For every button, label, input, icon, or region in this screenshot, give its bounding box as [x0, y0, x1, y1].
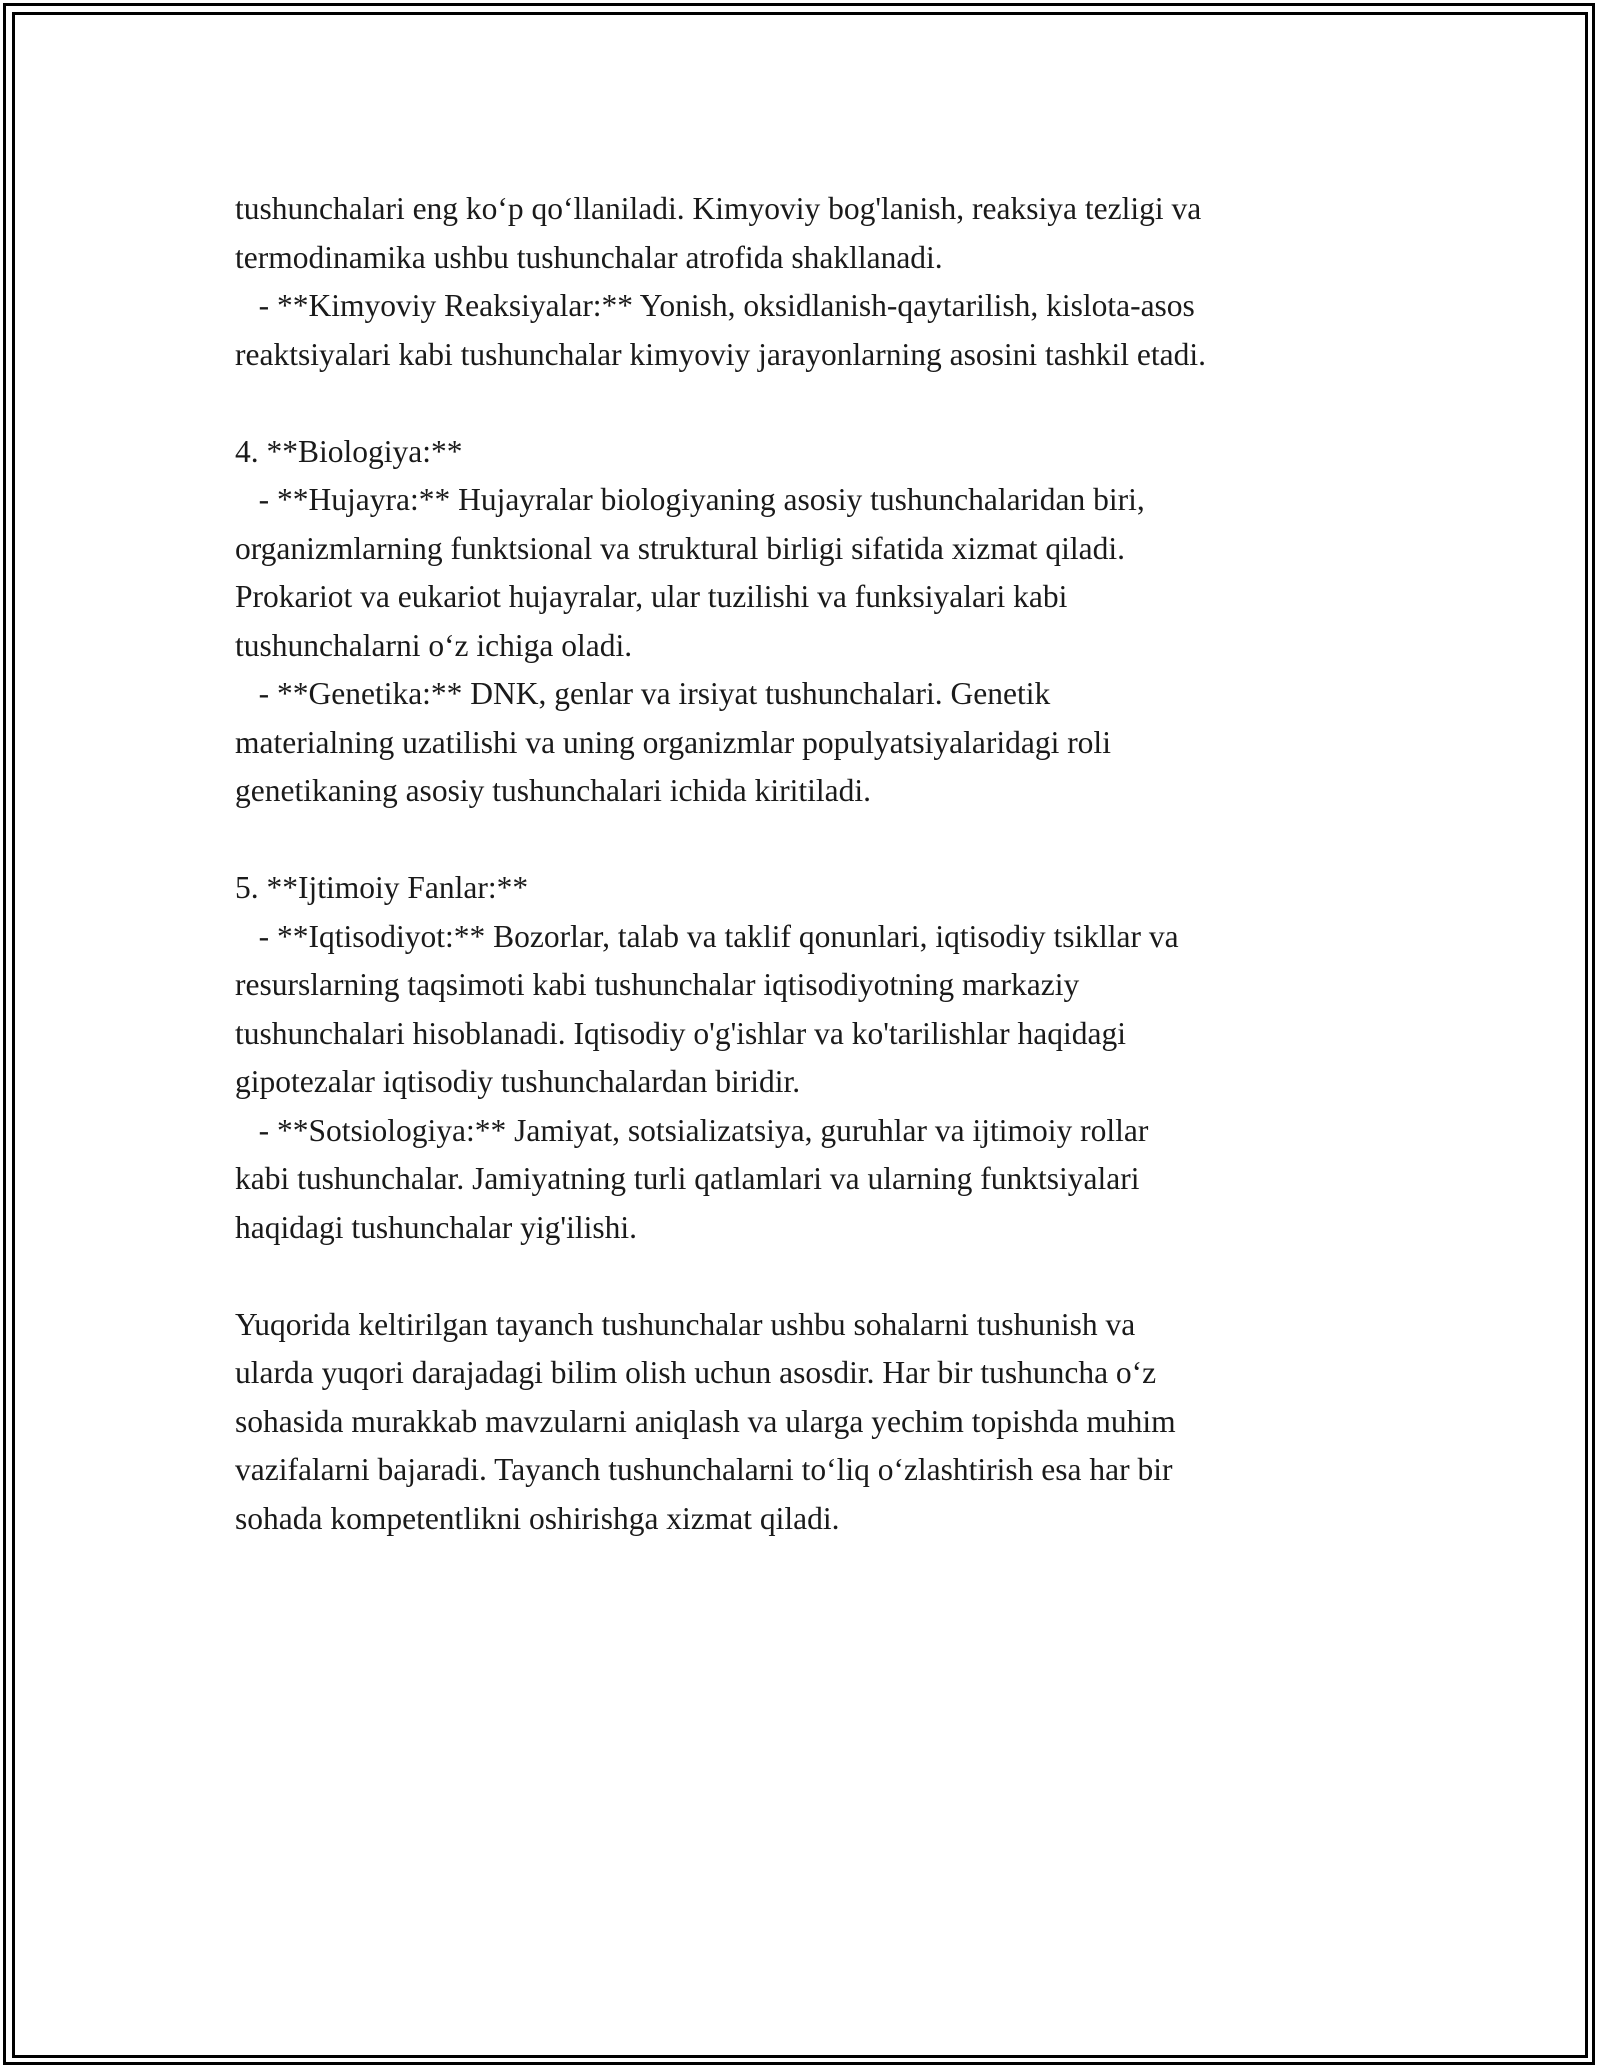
text-line: tushunchalari hisoblanadi. Iqtisodiy o'g'ishlar va ko'tarilishlar haqidagi	[235, 1015, 1126, 1051]
text-line: kabi tushunchalar. Jamiyatning turli qatlamlari va ularning funktsiyalari	[235, 1161, 1140, 1196]
text-line: Yuqorida keltirilgan tayanch tushunchalar ushbu sohalarni tushunish va	[235, 1306, 1136, 1342]
text-line: ularda yuqori darajadagi bilim olish uchun asosdir. Har bir tushuncha oʻz	[235, 1355, 1157, 1390]
paragraph-spacer	[235, 1252, 1385, 1301]
paragraph-spacer	[235, 379, 1385, 428]
text-line: - **Hujayra:** Hujayralar biologiyaning asosiy tushunchalaridan biri,	[235, 482, 1145, 517]
document-body	[235, 185, 1385, 1543]
text-line: materialning uzatilishi va uning organizmlar populyatsiyalaridagi roli	[235, 724, 1111, 760]
text-line: sohada kompetentlikni oshirishga xizmat qiladi.	[235, 1500, 840, 1536]
text-line: - **Kimyoviy Reaksiyalar:** Yonish, oksidlanish-qaytarilish, kislota-asos	[235, 288, 1195, 323]
text-line: Prokariot va eukariot hujayralar, ular tuzilishi va funksiyalari kabi	[235, 579, 1068, 614]
text-line: - **Sotsiologiya:** Jamiyat, sotsializatsiya, guruhlar va ijtimoiy rollar	[235, 1112, 1149, 1148]
paragraph-spacer	[235, 816, 1385, 865]
text-line: gipotezalar iqtisodiy tushunchalardan biridir.	[235, 1064, 801, 1099]
paragraph-chemistry-continued	[235, 185, 1385, 379]
text-line: tushunchalari eng koʻp qoʻllaniladi. Kimyoviy bog'lanish, reaksiya tezligi va	[235, 191, 1202, 226]
text-line: - **Genetika:** DNK, genlar va irsiyat tushunchalari. Genetik	[235, 676, 1051, 711]
text-line: genetikaning asosiy tushunchalari ichida kiritiladi.	[235, 773, 871, 808]
text-line: vazifalarni bajaradi. Tayanch tushunchalarni toʻliq oʻzlashtirish esa har bir	[235, 1452, 1173, 1487]
text-line: reaktsiyalari kabi tushunchalar kimyoviy jarayonlarning asosini tashkil etadi.	[235, 336, 1206, 372]
text-line: tushunchalarni oʻz ichiga oladi.	[235, 627, 633, 663]
text-line: haqidagi tushunchalar yig'ilishi.	[235, 1209, 637, 1245]
text-line: - **Iqtisodiyot:** Bozorlar, talab va taklif qonunlari, iqtisodiy tsikllar va	[235, 918, 1179, 954]
section-heading: 4. **Biologiya:**	[235, 433, 463, 469]
paragraph-biology	[235, 428, 1385, 816]
text-line: organizmlarning funktsional va struktural birligi sifatida xizmat qiladi.	[235, 530, 1125, 566]
text-line: sohasida murakkab mavzularni aniqlash va ularga yechim topishda muhim	[235, 1403, 1176, 1439]
paragraph-social-sciences	[235, 864, 1385, 1252]
text-line: termodinamika ushbu tushunchalar atrofida shakllanadi.	[235, 239, 943, 275]
text-line: resurslarning taqsimoti kabi tushunchalar iqtisodiyotning markaziy	[235, 967, 1080, 1002]
paragraph-conclusion	[235, 1301, 1385, 1544]
section-heading: 5. **Ijtimoiy Fanlar:**	[235, 870, 529, 905]
